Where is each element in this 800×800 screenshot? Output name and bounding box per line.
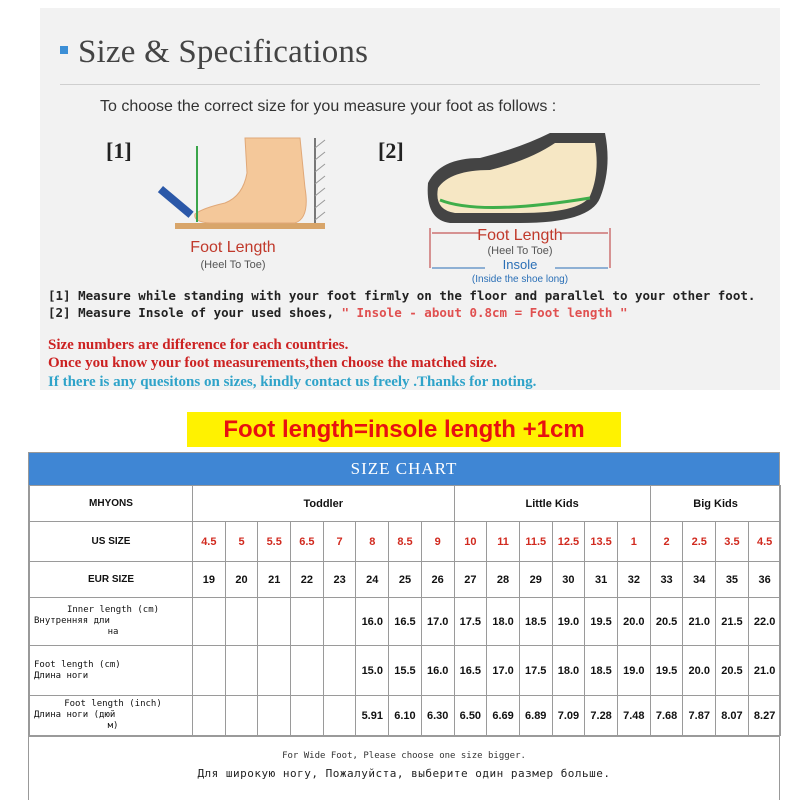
inner-length-cell: 17.5 <box>454 598 487 646</box>
foot-length-cm-cell: 19.0 <box>617 646 650 696</box>
note-size-countries: Size numbers are difference for each countries. <box>48 337 349 353</box>
foot-length-cm-cell <box>225 646 258 696</box>
us-size-cell: 11.5 <box>519 522 552 562</box>
foot-length-inch-cell: 6.10 <box>389 696 422 736</box>
inner-length-cell: 18.0 <box>487 598 520 646</box>
us-size-cell: 8.5 <box>389 522 422 562</box>
fig1-caption: Foot Length <box>190 239 276 256</box>
foot-length-cm-cell <box>193 646 226 696</box>
us-size-cell: 2 <box>650 522 683 562</box>
eur-size-cell: 26 <box>421 562 454 598</box>
us-size-cell: 10 <box>454 522 487 562</box>
bullet-icon <box>60 46 68 54</box>
group-big-kids: Big Kids <box>650 486 781 522</box>
us-size-cell: 5.5 <box>258 522 291 562</box>
inner-length-cell: 22.0 <box>748 598 781 646</box>
fig2-caption: Foot Length <box>477 227 563 244</box>
size-table <box>29 485 781 736</box>
foot-length-inch-cell: 6.50 <box>454 696 487 736</box>
us-size-cell: 12.5 <box>552 522 585 562</box>
us-size-cell: 9 <box>421 522 454 562</box>
us-size-cell: 8 <box>356 522 389 562</box>
foot-length-inch-cell: 8.07 <box>716 696 749 736</box>
inner-length-cell: 20.0 <box>617 598 650 646</box>
us-size-cell: 4.5 <box>193 522 226 562</box>
us-size-cell: 7 <box>323 522 356 562</box>
brand-cell: MHYONS <box>30 486 193 522</box>
foot-length-cm-cell: 15.5 <box>389 646 422 696</box>
eur-size-cell: 22 <box>291 562 324 598</box>
fig2-insole-sub: (Inside the shoe long) <box>471 274 569 285</box>
eur-size-cell: 36 <box>748 562 781 598</box>
spec-title-text: Size & Specifications <box>78 34 369 70</box>
inner-length-cell: 16.5 <box>389 598 422 646</box>
foot-length-cm-cell: 18.0 <box>552 646 585 696</box>
foot-length-inch-cell <box>193 696 226 736</box>
foot-length-inch-cell: 7.09 <box>552 696 585 736</box>
size-chart <box>28 452 780 800</box>
eur-size-cell: 30 <box>552 562 585 598</box>
us-size-cell: 11 <box>487 522 520 562</box>
foot-length-cm-cell: 17.5 <box>519 646 552 696</box>
inner-length-cell: 16.0 <box>356 598 389 646</box>
foot-length-cm-cell <box>323 646 356 696</box>
inner-length-cell <box>323 598 356 646</box>
eur-size-cell: 20 <box>225 562 258 598</box>
eur-size-cell: 23 <box>323 562 356 598</box>
fig2-insole: Insole <box>502 257 538 272</box>
eur-size-cell: 34 <box>683 562 716 598</box>
eur-size-cell: 25 <box>389 562 422 598</box>
foot-length-cm-cell: 21.0 <box>748 646 781 696</box>
eur-size-cell: 35 <box>716 562 749 598</box>
inner-length-cell: 21.0 <box>683 598 716 646</box>
foot-length-cm-cell: 18.5 <box>585 646 618 696</box>
inner-length-cell <box>291 598 324 646</box>
us-size-label: US SIZE <box>30 522 193 562</box>
note-choose-size: Once you know your foot measurements,then choose the matched size. <box>48 355 497 371</box>
formula-banner <box>187 412 621 447</box>
foot-length-inch-cell: 7.28 <box>585 696 618 736</box>
inner-label-ru-2: на <box>107 627 119 637</box>
us-size-cell: 5 <box>225 522 258 562</box>
foot-length-cm-cell <box>258 646 291 696</box>
eur-size-cell: 33 <box>650 562 683 598</box>
inner-length-cell <box>258 598 291 646</box>
note-measure-standing: [1] Measure while standing with your foot firmly on the floor and parallel to your other foot. <box>48 288 756 303</box>
figure-1-label: [1] <box>106 138 132 163</box>
footnote-ru: Для широкую ногу, Пожалуйста, выберите один размер больше. <box>197 767 611 780</box>
foot-length-inch-cell <box>291 696 324 736</box>
inner-length-cell: 19.5 <box>585 598 618 646</box>
foot-length-inch-cell: 7.68 <box>650 696 683 736</box>
eur-size-label: EUR SIZE <box>30 562 193 598</box>
us-size-cell: 1 <box>617 522 650 562</box>
footnote-en: For Wide Foot, Please choose one size bigger. <box>282 751 526 761</box>
inner-length-cell: 19.0 <box>552 598 585 646</box>
foot-length-cm-cell: 16.0 <box>421 646 454 696</box>
foot-in-label-ru: Длина ноги (дюй <box>34 710 116 720</box>
inner-length-cell: 17.0 <box>421 598 454 646</box>
foot-length-inch-cell <box>323 696 356 736</box>
eur-size-cell: 29 <box>519 562 552 598</box>
foot-length-inch-cell: 7.87 <box>683 696 716 736</box>
group-little-kids: Little Kids <box>454 486 650 522</box>
foot-length-inch-cell <box>225 696 258 736</box>
formula-text: Foot length=insole length +1cm <box>223 416 585 443</box>
foot-length-cm-cell <box>291 646 324 696</box>
eur-size-cell: 21 <box>258 562 291 598</box>
fig2-subcaption: (Heel To Toe) <box>487 245 553 257</box>
inner-length-cell <box>225 598 258 646</box>
spec-title <box>60 34 368 71</box>
foot-length-cm-cell: 19.5 <box>650 646 683 696</box>
foot-in-label-en: Foot length (inch) <box>64 699 162 709</box>
foot-length-cm-label <box>30 646 193 696</box>
us-size-cell: 13.5 <box>585 522 618 562</box>
foot-cm-label-ru: Длина ноги <box>34 670 89 681</box>
foot-length-cm-cell: 20.5 <box>716 646 749 696</box>
specification-panel <box>40 8 780 390</box>
us-size-cell: 3.5 <box>716 522 749 562</box>
inner-length-cell: 20.5 <box>650 598 683 646</box>
figure-2-label: [2] <box>378 138 404 163</box>
inner-length-cell: 18.5 <box>519 598 552 646</box>
foot-in-label-ru-2: м) <box>107 721 119 731</box>
foot-length-cm-cell: 16.5 <box>454 646 487 696</box>
eur-size-cell: 32 <box>617 562 650 598</box>
us-size-cell: 2.5 <box>683 522 716 562</box>
foot-length-cm-cell: 20.0 <box>683 646 716 696</box>
inner-label-ru: Внутренняя дли <box>34 616 110 626</box>
eur-size-cell: 24 <box>356 562 389 598</box>
note-insole-highlight: " Insole - about 0.8cm = Foot length " <box>333 305 628 320</box>
spec-intro: To choose the correct size for you measure your foot as follows : <box>100 98 557 115</box>
group-toddler: Toddler <box>193 486 455 522</box>
size-chart-footnote <box>29 736 779 800</box>
foot-length-inch-cell: 5.91 <box>356 696 389 736</box>
foot-length-inch-cell: 6.30 <box>421 696 454 736</box>
eur-size-cell: 19 <box>193 562 226 598</box>
inner-length-cell <box>193 598 226 646</box>
eur-size-cell: 31 <box>585 562 618 598</box>
insole-measure-illustration <box>420 128 620 288</box>
note-insole-prefix: [2] Measure Insole of your used shoes, <box>48 305 334 320</box>
size-chart-title: SIZE CHART <box>29 453 779 485</box>
fig1-subcaption: (Heel To Toe) <box>200 259 266 271</box>
foot-length-inch-cell: 8.27 <box>748 696 781 736</box>
foot-cm-label-en: Foot length (cm) <box>34 659 121 670</box>
divider <box>60 84 760 85</box>
foot-length-inch-cell: 6.89 <box>519 696 552 736</box>
inner-length-label <box>30 598 193 646</box>
inner-length-cell: 21.5 <box>716 598 749 646</box>
foot-measure-illustration <box>115 128 330 278</box>
us-size-cell: 6.5 <box>291 522 324 562</box>
eur-size-cell: 28 <box>487 562 520 598</box>
inner-label-en: Inner length (cm) <box>66 605 160 615</box>
note-measure-insole <box>48 305 627 320</box>
foot-length-cm-cell: 17.0 <box>487 646 520 696</box>
foot-length-inch-cell: 7.48 <box>617 696 650 736</box>
note-contact: If there is any quesitons on sizes, kindly contact us freely .Thanks for noting. <box>48 374 537 390</box>
foot-length-inch-cell: 6.69 <box>487 696 520 736</box>
foot-length-inch-cell <box>258 696 291 736</box>
us-size-cell: 4.5 <box>748 522 781 562</box>
foot-length-cm-cell: 15.0 <box>356 646 389 696</box>
eur-size-cell: 27 <box>454 562 487 598</box>
foot-length-inch-label <box>30 696 193 736</box>
